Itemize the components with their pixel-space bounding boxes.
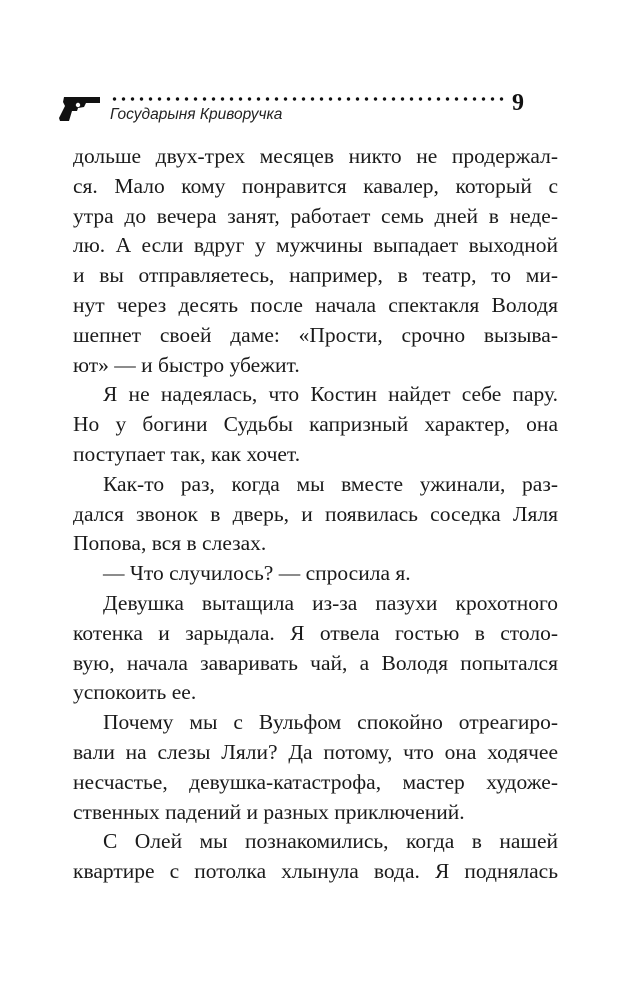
text-line: Девушка вытащила из-за пазухи крохотного — [103, 590, 558, 615]
text-line: котенка и зарыдала. Я отвела гостью в столо- — [73, 620, 558, 645]
text-line: Но у богини Судьбы капризный характер, она — [73, 412, 558, 437]
text-line: и вы отправляетесь, например, в театр, то ми- — [73, 263, 558, 288]
text-line: несчастье, девушка-катастрофа, мастер художе- — [73, 769, 558, 794]
text-line: поступает так, как хочет. — [73, 441, 301, 466]
text-line: нут через десять после начала спектакля Володя — [73, 292, 558, 317]
revolver-icon — [58, 94, 102, 122]
text-line: дался звонок в дверь, и появилась соседка Ляля — [73, 501, 558, 526]
text-line: — Что случилось? — спросила я. — [103, 561, 411, 586]
text-line: лю. А если вдруг у мужчины выпадает выходной — [73, 233, 558, 258]
text-line: дольше двух-трех месяцев никто не продержал- — [73, 144, 558, 168]
text-line: вали на слезы Ляли? Да потому, что она ходячее — [73, 739, 558, 764]
text-line: С Олей мы познакомились, когда в нашей — [103, 829, 558, 854]
running-title: Государыня Криворучка — [110, 106, 283, 123]
text-line: Как-то раз, когда мы вместе ужинали, раз- — [103, 471, 558, 496]
body-text — [73, 142, 558, 887]
page-number: 9 — [512, 90, 524, 116]
text-line: успокоить ее. — [73, 680, 197, 705]
text-line: ют» — и быстро убежит. — [73, 352, 300, 377]
text-line: вую, начала заваривать чай, а Володя попытался — [73, 650, 558, 675]
text-line: утра до вечера занят, работает семь дней в неде- — [73, 203, 558, 228]
dotted-rule — [110, 96, 506, 102]
text-line: шепнет своей даме: «Прости, срочно вызыва- — [73, 322, 558, 347]
text-line: ственных падений и разных приключений. — [73, 799, 465, 824]
text-line: ся. Мало кому понравится кавалер, который с — [73, 173, 558, 198]
running-header — [58, 88, 548, 128]
text-line: Попова, вся в слезах. — [73, 531, 267, 556]
text-line: Почему мы с Вульфом спокойно отреагиро- — [103, 710, 558, 735]
text-line: Я не надеялась, что Костин найдет себе пару. — [103, 382, 558, 407]
text-line: квартире с потолка хлынула вода. Я поднялась — [73, 859, 558, 884]
